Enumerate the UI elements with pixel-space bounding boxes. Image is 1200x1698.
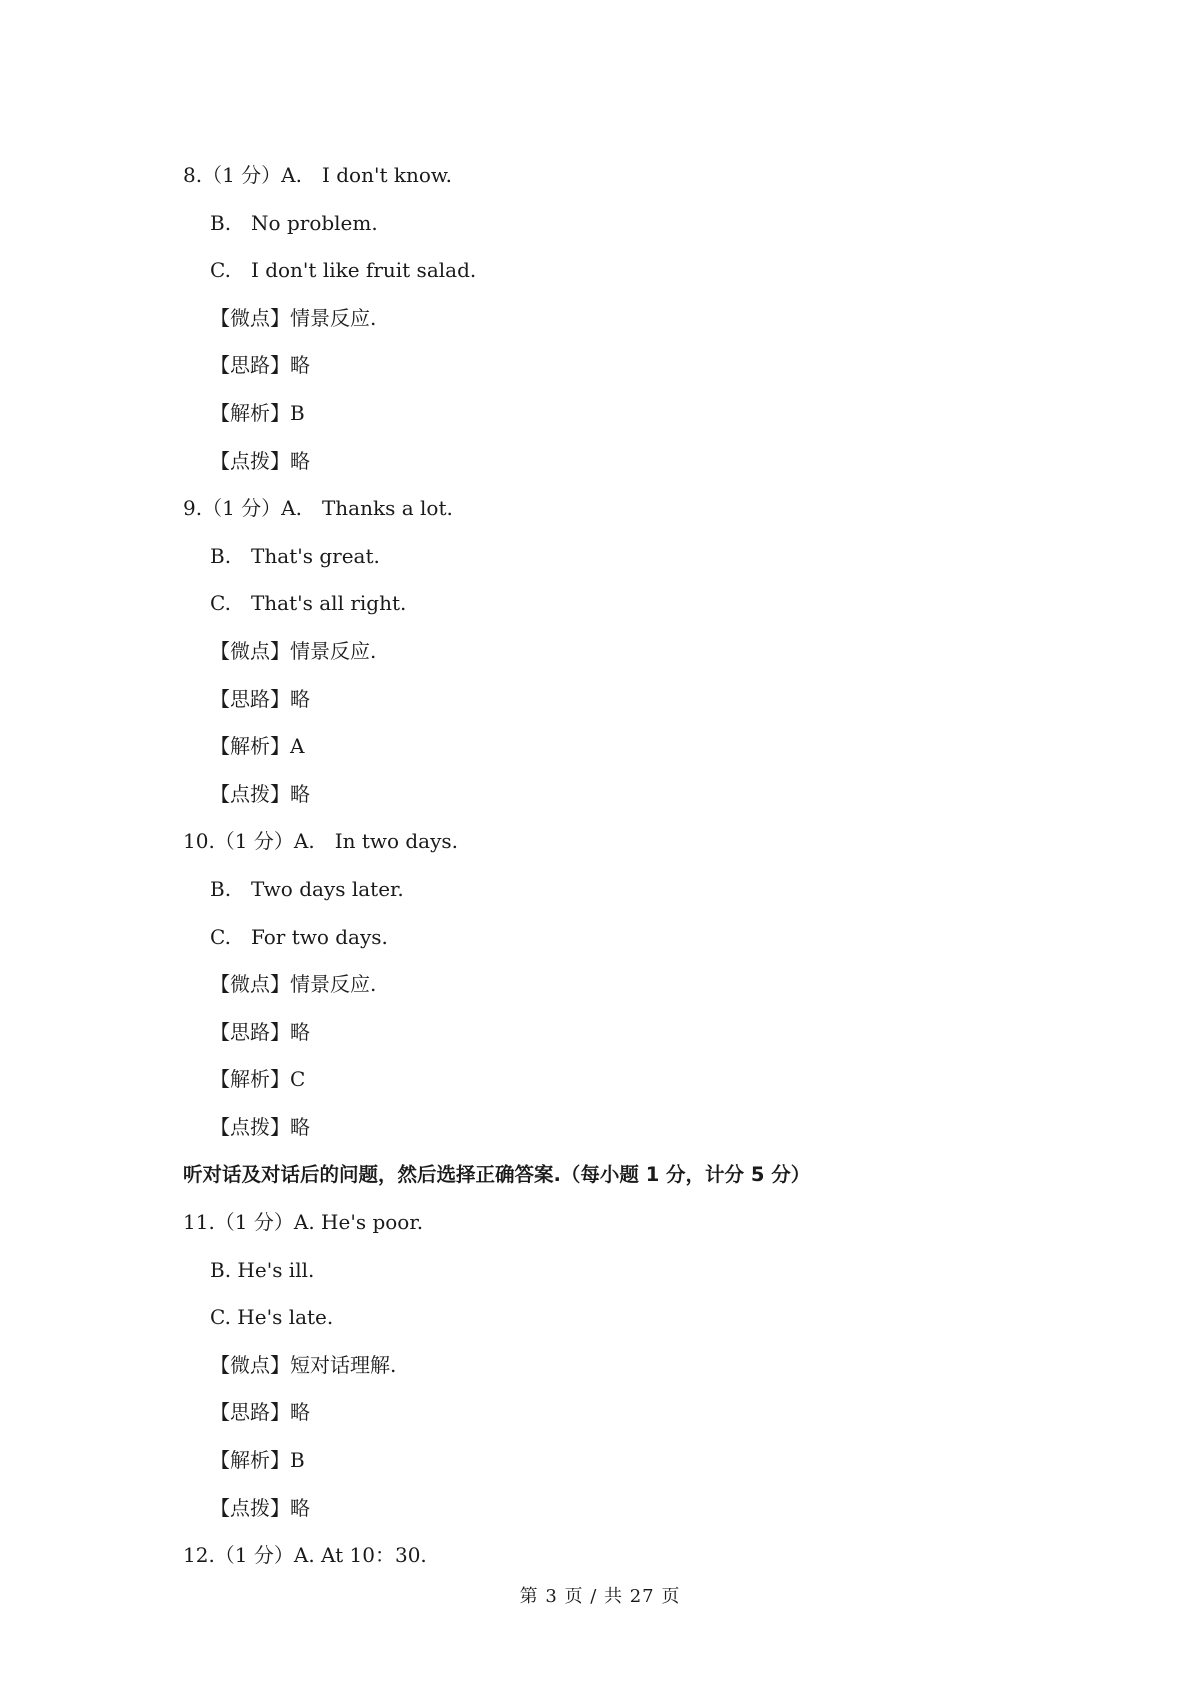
- question-8-point: 【微点】情景反应.: [210, 305, 377, 330]
- question-11-option-c: C. He's late.: [210, 1305, 334, 1330]
- section-heading: 听对话及对话后的问题，然后选择正确答案.（每小题 1 分，计分 5 分）: [183, 1163, 811, 1187]
- question-11-option-a: 11.（1 分）A. He's poor.: [183, 1210, 424, 1235]
- question-10-point: 【微点】情景反应.: [210, 972, 377, 997]
- question-8-option-c: C. I don't like fruit salad.: [210, 258, 477, 283]
- question-10-analysis: 【解析】C: [210, 1067, 306, 1092]
- question-9-option-a: 9.（1 分）A. Thanks a lot.: [183, 496, 453, 521]
- question-10-idea: 【思路】略: [210, 1019, 310, 1044]
- question-9-option-b: B. That's great.: [210, 543, 380, 568]
- question-11-analysis: 【解析】B: [210, 1448, 305, 1473]
- question-8-idea: 【思路】略: [210, 353, 310, 378]
- question-8-tip: 【点拨】略: [210, 448, 310, 473]
- question-9-tip: 【点拨】略: [210, 781, 310, 806]
- document-content: [183, 152, 1083, 1580]
- question-11-option-b: B. He's ill.: [210, 1257, 315, 1282]
- question-9-analysis: 【解析】A: [210, 734, 305, 759]
- question-11-point: 【微点】短对话理解.: [210, 1352, 397, 1377]
- question-9-option-c: C. That's all right.: [210, 591, 407, 616]
- question-9-point: 【微点】情景反应.: [210, 638, 377, 663]
- question-11-tip: 【点拨】略: [210, 1495, 310, 1520]
- question-9-idea: 【思路】略: [210, 686, 310, 711]
- page-footer: 第 3 页 / 共 27 页: [519, 1586, 681, 1607]
- question-10-option-c: C. For two days.: [210, 924, 388, 949]
- question-10-tip: 【点拨】略: [210, 1114, 310, 1139]
- question-10-option-a: 10.（1 分）A. In two days.: [183, 829, 459, 854]
- question-8-analysis: 【解析】B: [210, 400, 305, 425]
- question-10-option-b: B. Two days later.: [210, 876, 404, 901]
- question-12-option-a: 12.（1 分）A. At 10：30.: [183, 1543, 427, 1568]
- question-8-option-b: B. No problem.: [210, 210, 378, 235]
- question-11-idea: 【思路】略: [210, 1400, 310, 1425]
- question-8-option-a: 8.（1 分）A. I don't know.: [183, 163, 452, 187]
